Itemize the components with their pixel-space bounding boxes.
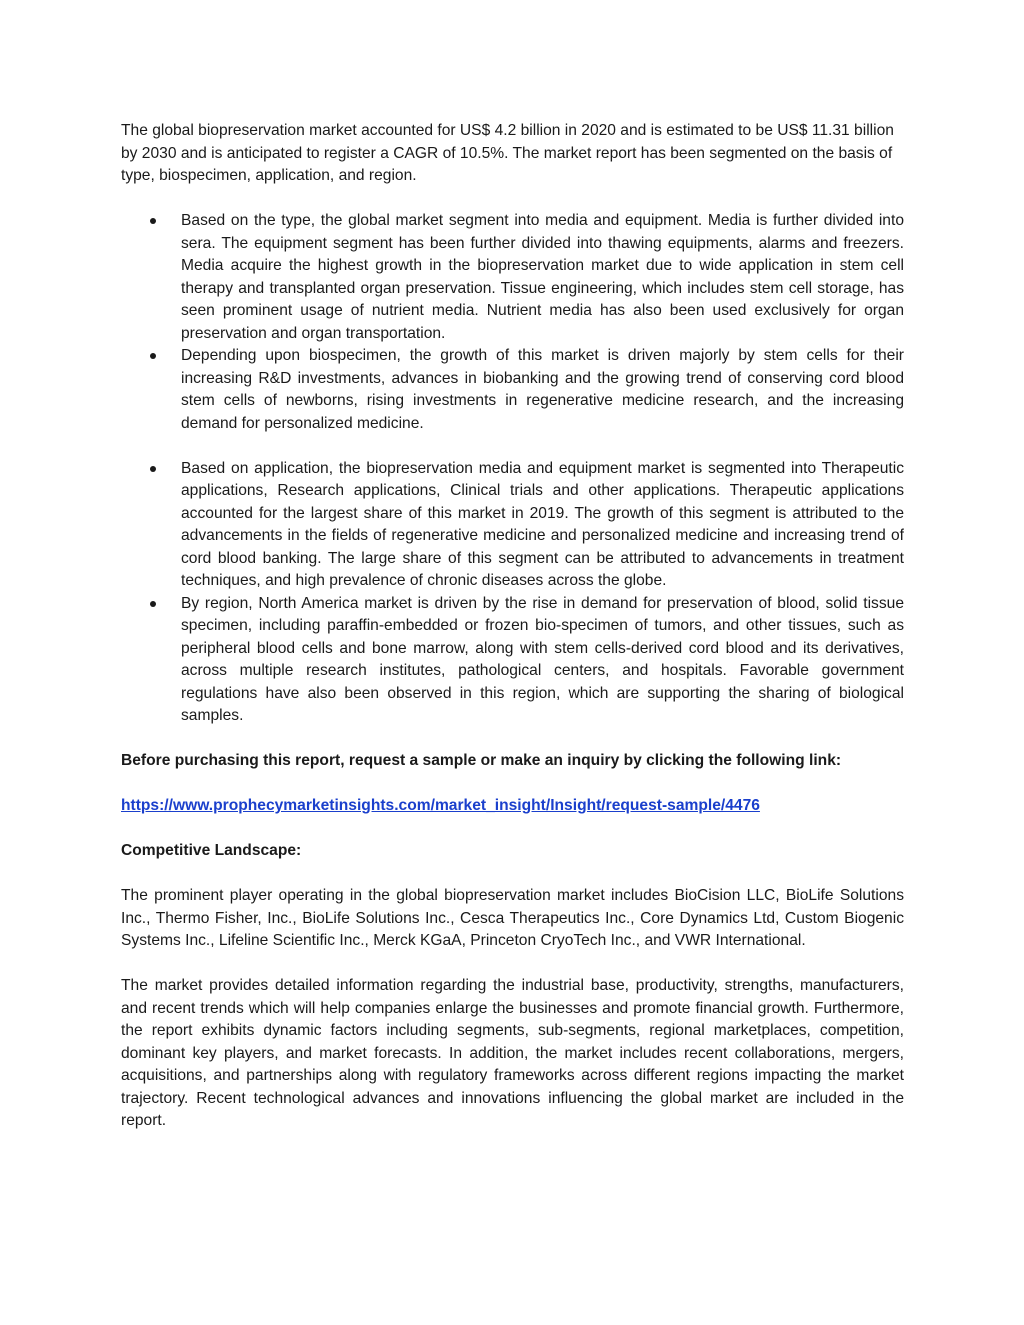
- spacer: [121, 188, 904, 211]
- bullet-text: By region, North America market is driven by the rise in demand for preservation of blood, solid tissue specimen, including paraffin-embedded or frozen bio-specimen of tumors, and other tissues, such as peripheral blood cells and bone marrow, along with stem cells-derived cord blood and its derivatives, across multiple research institutes, pathological centers, and hospitals. Favorable government regulations have also been observed in this region, which are supporting the sharing of biological samples.: [181, 594, 904, 724]
- spacer: [121, 863, 904, 886]
- section-heading: Competitive Landscape:: [121, 842, 302, 859]
- bullet-item-region: [121, 593, 904, 728]
- request-sample-link[interactable]: https://www.prophecymarketinsights.com/market_insight/Insight/request-sample/4476: [121, 797, 760, 814]
- document-page: [121, 120, 904, 1133]
- bullet-list-2: [121, 458, 904, 728]
- spacer: [121, 773, 904, 796]
- bullet-text: Based on the type, the global market segment into media and equipment. Media is further divided into sera. The equipment segment has been further divided into thawing equipments, alarms and freezers. Media acquire the highest growth in the biopreservation market due to wide application in stem cell therapy and transplanted organ preservation. Tissue engineering, which includes stem cell storage, has seen prominent usage of nutrient media. Nutrient media has also been used exclusively for organ preservation and organ transportation.: [181, 212, 904, 342]
- bullet-text: Depending upon biospecimen, the growth of this market is driven majorly by stem cells for their increasing R&D investments, advances in biobanking and the growing trend of conserving cord blood stem cells of newborns, rising investments in regenerative medicine research, and the increasing demand for personalized medicine.: [181, 347, 904, 432]
- bullet-icon: [150, 353, 156, 359]
- bullet-list-1: [121, 210, 904, 435]
- cta-text: Before purchasing this report, request a sample or make an inquiry by clicking the following link:: [121, 752, 842, 769]
- spacer: [121, 435, 904, 458]
- market-paragraph: The market provides detailed information regarding the industrial base, productivity, strengths, manufacturers, and recent trends which will help companies enlarge the businesses and promote financial growth. Furthermore, the report exhibits dynamic factors including segments, sub-segments, regional marketplaces, competition, dominant key players, and market forecasts. In addition, the market includes recent collaborations, mergers, acquisitions, and partnerships along with regulatory frameworks across different regions impacting the market trajectory. Recent technological advances and innovations influencing the global market are included in the report.: [121, 977, 904, 1129]
- bullet-icon: [150, 601, 156, 607]
- competitive-paragraph: The prominent player operating in the global biopreservation market includes BioCision LLC, BioLife Solutions Inc., Thermo Fisher, Inc., BioLife Solutions Inc., Cesca Therapeutics Inc., Core Dynamics Ltd, Custom Biogenic Systems Inc., Lifeline Scientific Inc., Merck KGaA, Princeton CryoTech Inc., and VWR International.: [121, 887, 904, 949]
- bullet-icon: [150, 218, 156, 224]
- spacer: [121, 953, 904, 976]
- spacer: [121, 728, 904, 751]
- spacer: [121, 818, 904, 841]
- bullet-item-application: [121, 458, 904, 593]
- intro-paragraph: The global biopreservation market accounted for US$ 4.2 billion in 2020 and is estimated to be US$ 11.31 billion by 2030 and is anticipated to register a CAGR of 10.5%. The market report has been segmented on the basis of type, biospecimen, application, and region.: [121, 122, 894, 184]
- bullet-item-biospecimen: [121, 345, 904, 435]
- bullet-item-type: [121, 210, 904, 345]
- bullet-icon: [150, 466, 156, 472]
- bullet-text: Based on application, the biopreservation media and equipment market is segmented into Therapeutic applications, Research applications, Clinical trials and other applications. Therapeutic applications accounted for the largest share of this market in 2019. The growth of this segment is attributed to the advancements in the fields of regenerative medicine and personalized medicine and increasing trend of cord blood banking. The large share of this segment can be attributed to advancements in treatment techniques, and high prevalence of chronic diseases across the globe.: [181, 459, 904, 589]
